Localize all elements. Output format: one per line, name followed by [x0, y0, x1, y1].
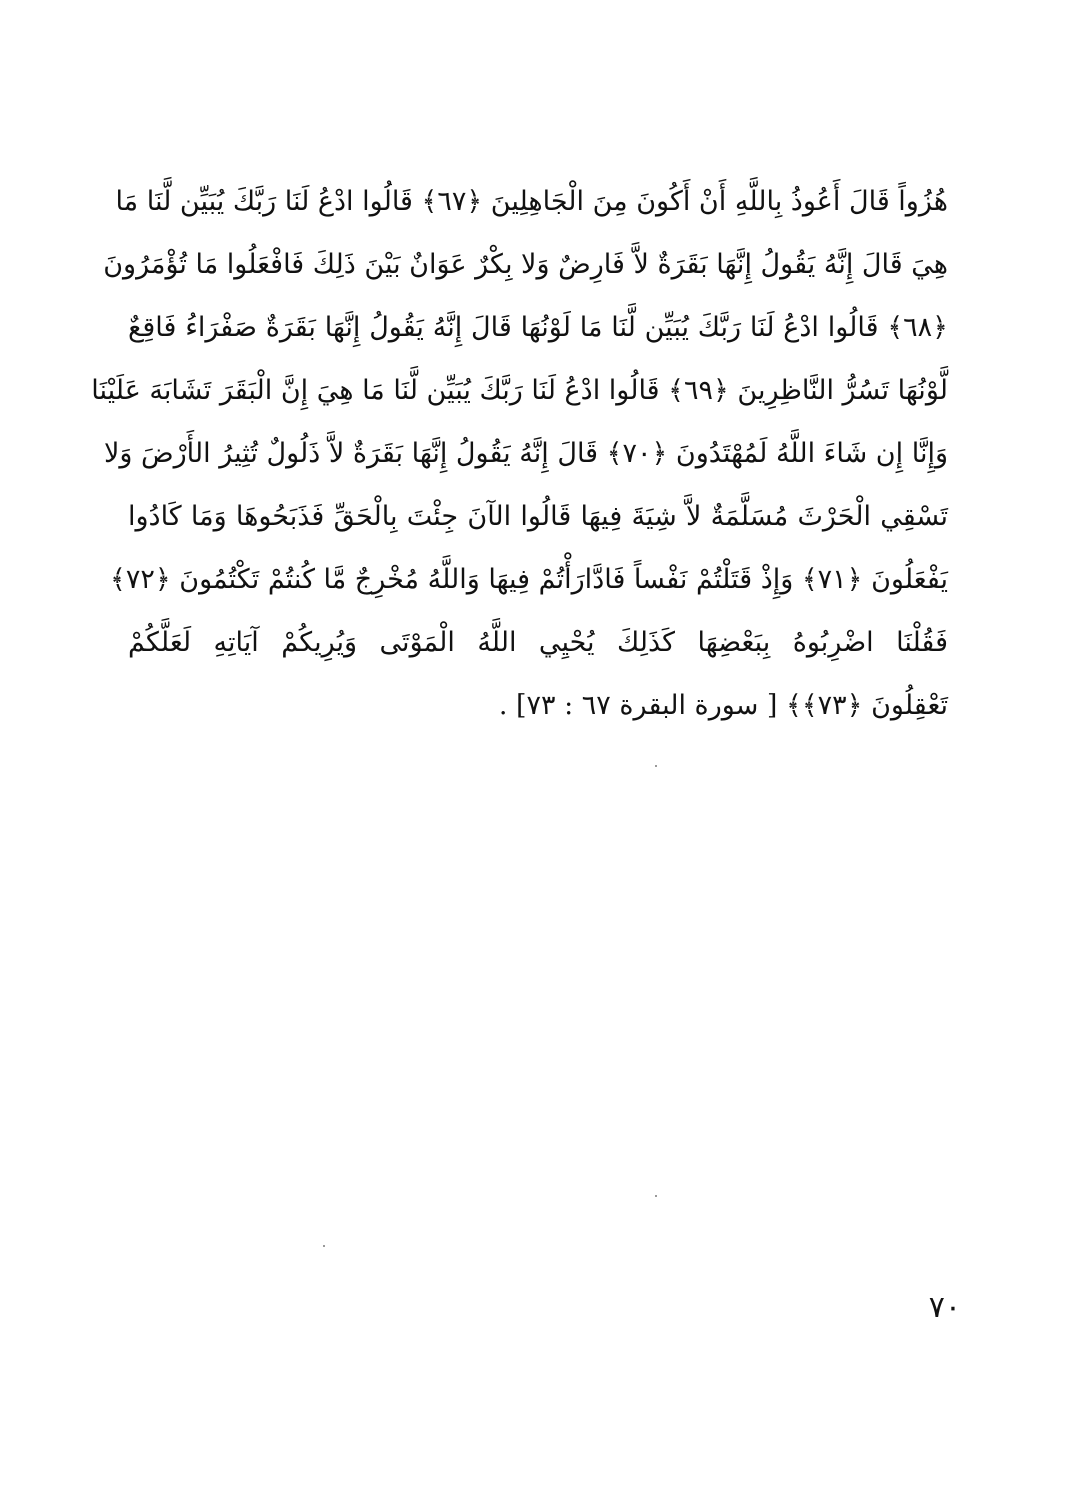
- scan-speck: [323, 1245, 325, 1247]
- passage-line-5: وَإِنَّا إِن شَاءَ اللَّهُ لَمُهْتَدُونَ ﴿٧٠﴾ قَالَ إِنَّهُ يَقُولُ إِنَّهَا بَقَرَةٌ لاَّ ذَلُولٌ تُثِيرُ الأَرْضَ وَلا: [103, 438, 948, 469]
- scan-speck: [655, 1195, 657, 1197]
- passage-line-9-with-citation: تَعْقِلُونَ ﴿٧٣﴾﴾ [ سورة البقرة ٦٧ : ٧٣] .: [498, 690, 948, 721]
- passage-line-2: هِيَ قَالَ إِنَّهُ يَقُولُ إِنَّهَا بَقَرَةٌ لاَّ فَارِضٌ وَلا بِكْرٌ عَوَانٌ بَيْنَ ذَلِكَ فَافْعَلُوا مَا تُؤْمَرُونَ: [103, 249, 948, 280]
- page-number: ٧٠: [928, 1290, 961, 1325]
- passage-line-4: لَّوْنُهَا تَسُرُّ النَّاظِرِينَ ﴿٦٩﴾ قَالُوا ادْعُ لَنَا رَبَّكَ يُبَيِّن لَّنَا مَا هِيَ إِنَّ الْبَقَرَ تَشَابَهَ عَلَيْنَا: [91, 375, 948, 406]
- passage-line-8: فَقُلْنَا اضْرِبُوهُ بِبَعْضِهَا كَذَلِكَ يُحْيِي اللَّهُ الْمَوْتَى وَيُرِيكُمْ آيَاتِهِ لَعَلَّكُمْ: [128, 627, 948, 658]
- passage-line-1: هُزُواً قَالَ أَعُوذُ بِاللَّهِ أَنْ أَكُونَ مِنَ الْجَاهِلِينَ ﴿٦٧﴾ قَالُوا ادْعُ لَنَا رَبَّكَ يُبَيِّن لَّنَا مَا: [115, 186, 948, 217]
- passage-line-6: تَسْقِي الْحَرْثَ مُسَلَّمَةٌ لاَّ شِيَةَ فِيهَا قَالُوا الآنَ جِئْتَ بِالْحَقِّ فَذَبَحُوهَا وَمَا كَادُوا: [128, 501, 948, 532]
- quran-passage: [91, 170, 948, 737]
- passage-line-7: يَفْعَلُونَ ﴿٧١﴾ وَإِذْ قَتَلْتُمْ نَفْساً فَادَّارَأْتُمْ فِيهَا وَاللَّهُ مُخْرِجٌ مَّا كُنتُمْ تَكْتُمُونَ ﴿٧٢﴾: [110, 564, 948, 595]
- scan-speck: [655, 765, 657, 767]
- passage-line-3: ﴿٦٨﴾ قَالُوا ادْعُ لَنَا رَبَّكَ يُبَيِّن لَّنَا مَا لَوْنُهَا قَالَ إِنَّهُ يَقُولُ إِنَّهَا بَقَرَةٌ صَفْرَاءُ فَاقِعٌ: [128, 312, 948, 343]
